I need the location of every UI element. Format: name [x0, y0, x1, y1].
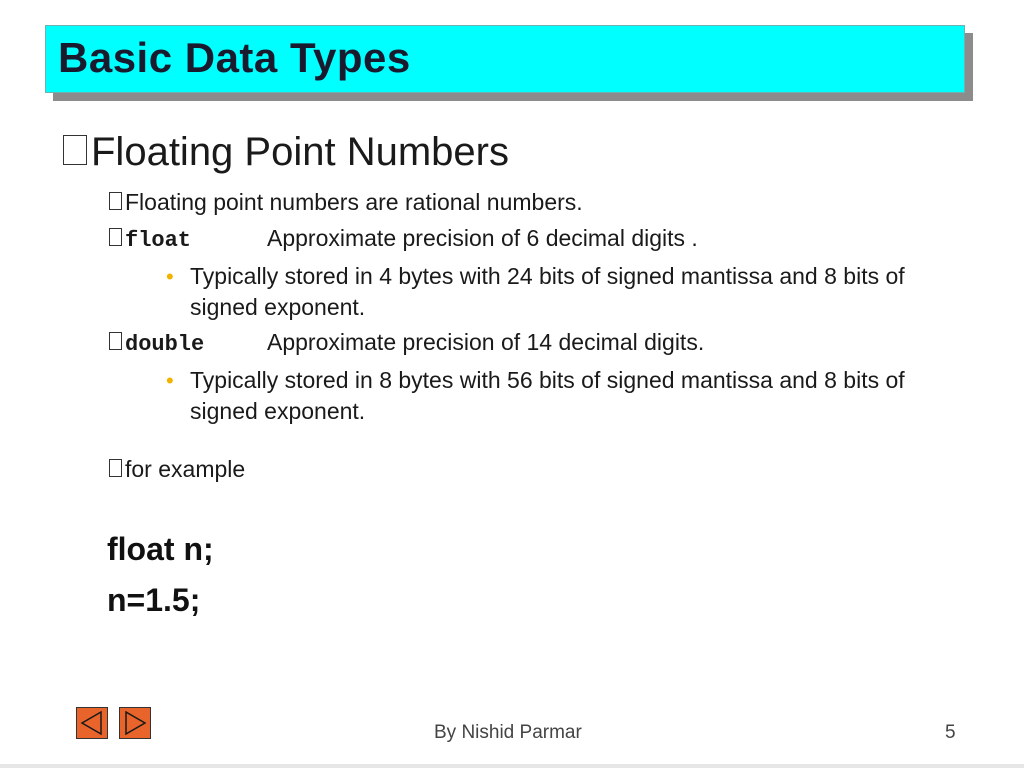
float-keyword: float: [125, 228, 192, 253]
square-bullet-icon: [109, 459, 122, 477]
code-line-2: n=1.5;: [107, 582, 201, 618]
page-number: 5: [945, 722, 956, 743]
left-arrow-icon: [77, 708, 107, 738]
bottom-divider: [0, 764, 1024, 768]
intro-text: Floating point numbers are rational numbers.: [125, 189, 583, 215]
example-text: for example: [125, 456, 246, 482]
square-bullet-icon: [109, 192, 122, 210]
float-detail-text: Typically stored in 4 bytes with 24 bits of signed mantissa and 8 bits of signed exponent.: [190, 263, 905, 320]
previous-slide-button[interactable]: [76, 707, 108, 739]
square-bullet-icon: [63, 135, 87, 165]
slide-title: Basic Data Types: [58, 34, 411, 81]
bullet-float: [109, 225, 191, 253]
bullet-example: [109, 456, 245, 483]
next-slide-button[interactable]: [119, 707, 151, 739]
double-keyword: double: [125, 332, 205, 357]
square-bullet-icon: [109, 228, 122, 246]
heading-row: [63, 130, 509, 175]
double-description: Approximate precision of 14 decimal digits.: [267, 329, 705, 355]
dot-bullet-icon: •: [166, 264, 174, 289]
bullet-intro: [109, 189, 583, 216]
dot-bullet-icon: •: [166, 368, 174, 393]
footer-author: By Nishid Parmar: [434, 722, 582, 743]
double-detail-text: Typically stored in 8 bytes with 56 bits of signed mantissa and 8 bits of signed exponent.: [190, 367, 905, 424]
bullet-double: [109, 329, 204, 357]
square-bullet-icon: [109, 332, 122, 350]
float-description: Approximate precision of 6 decimal digits .: [267, 225, 698, 251]
heading-text: Floating Point Numbers: [91, 130, 509, 174]
title-bar: [45, 25, 965, 93]
right-arrow-icon: [120, 708, 150, 738]
code-line-1: float n;: [107, 531, 214, 567]
